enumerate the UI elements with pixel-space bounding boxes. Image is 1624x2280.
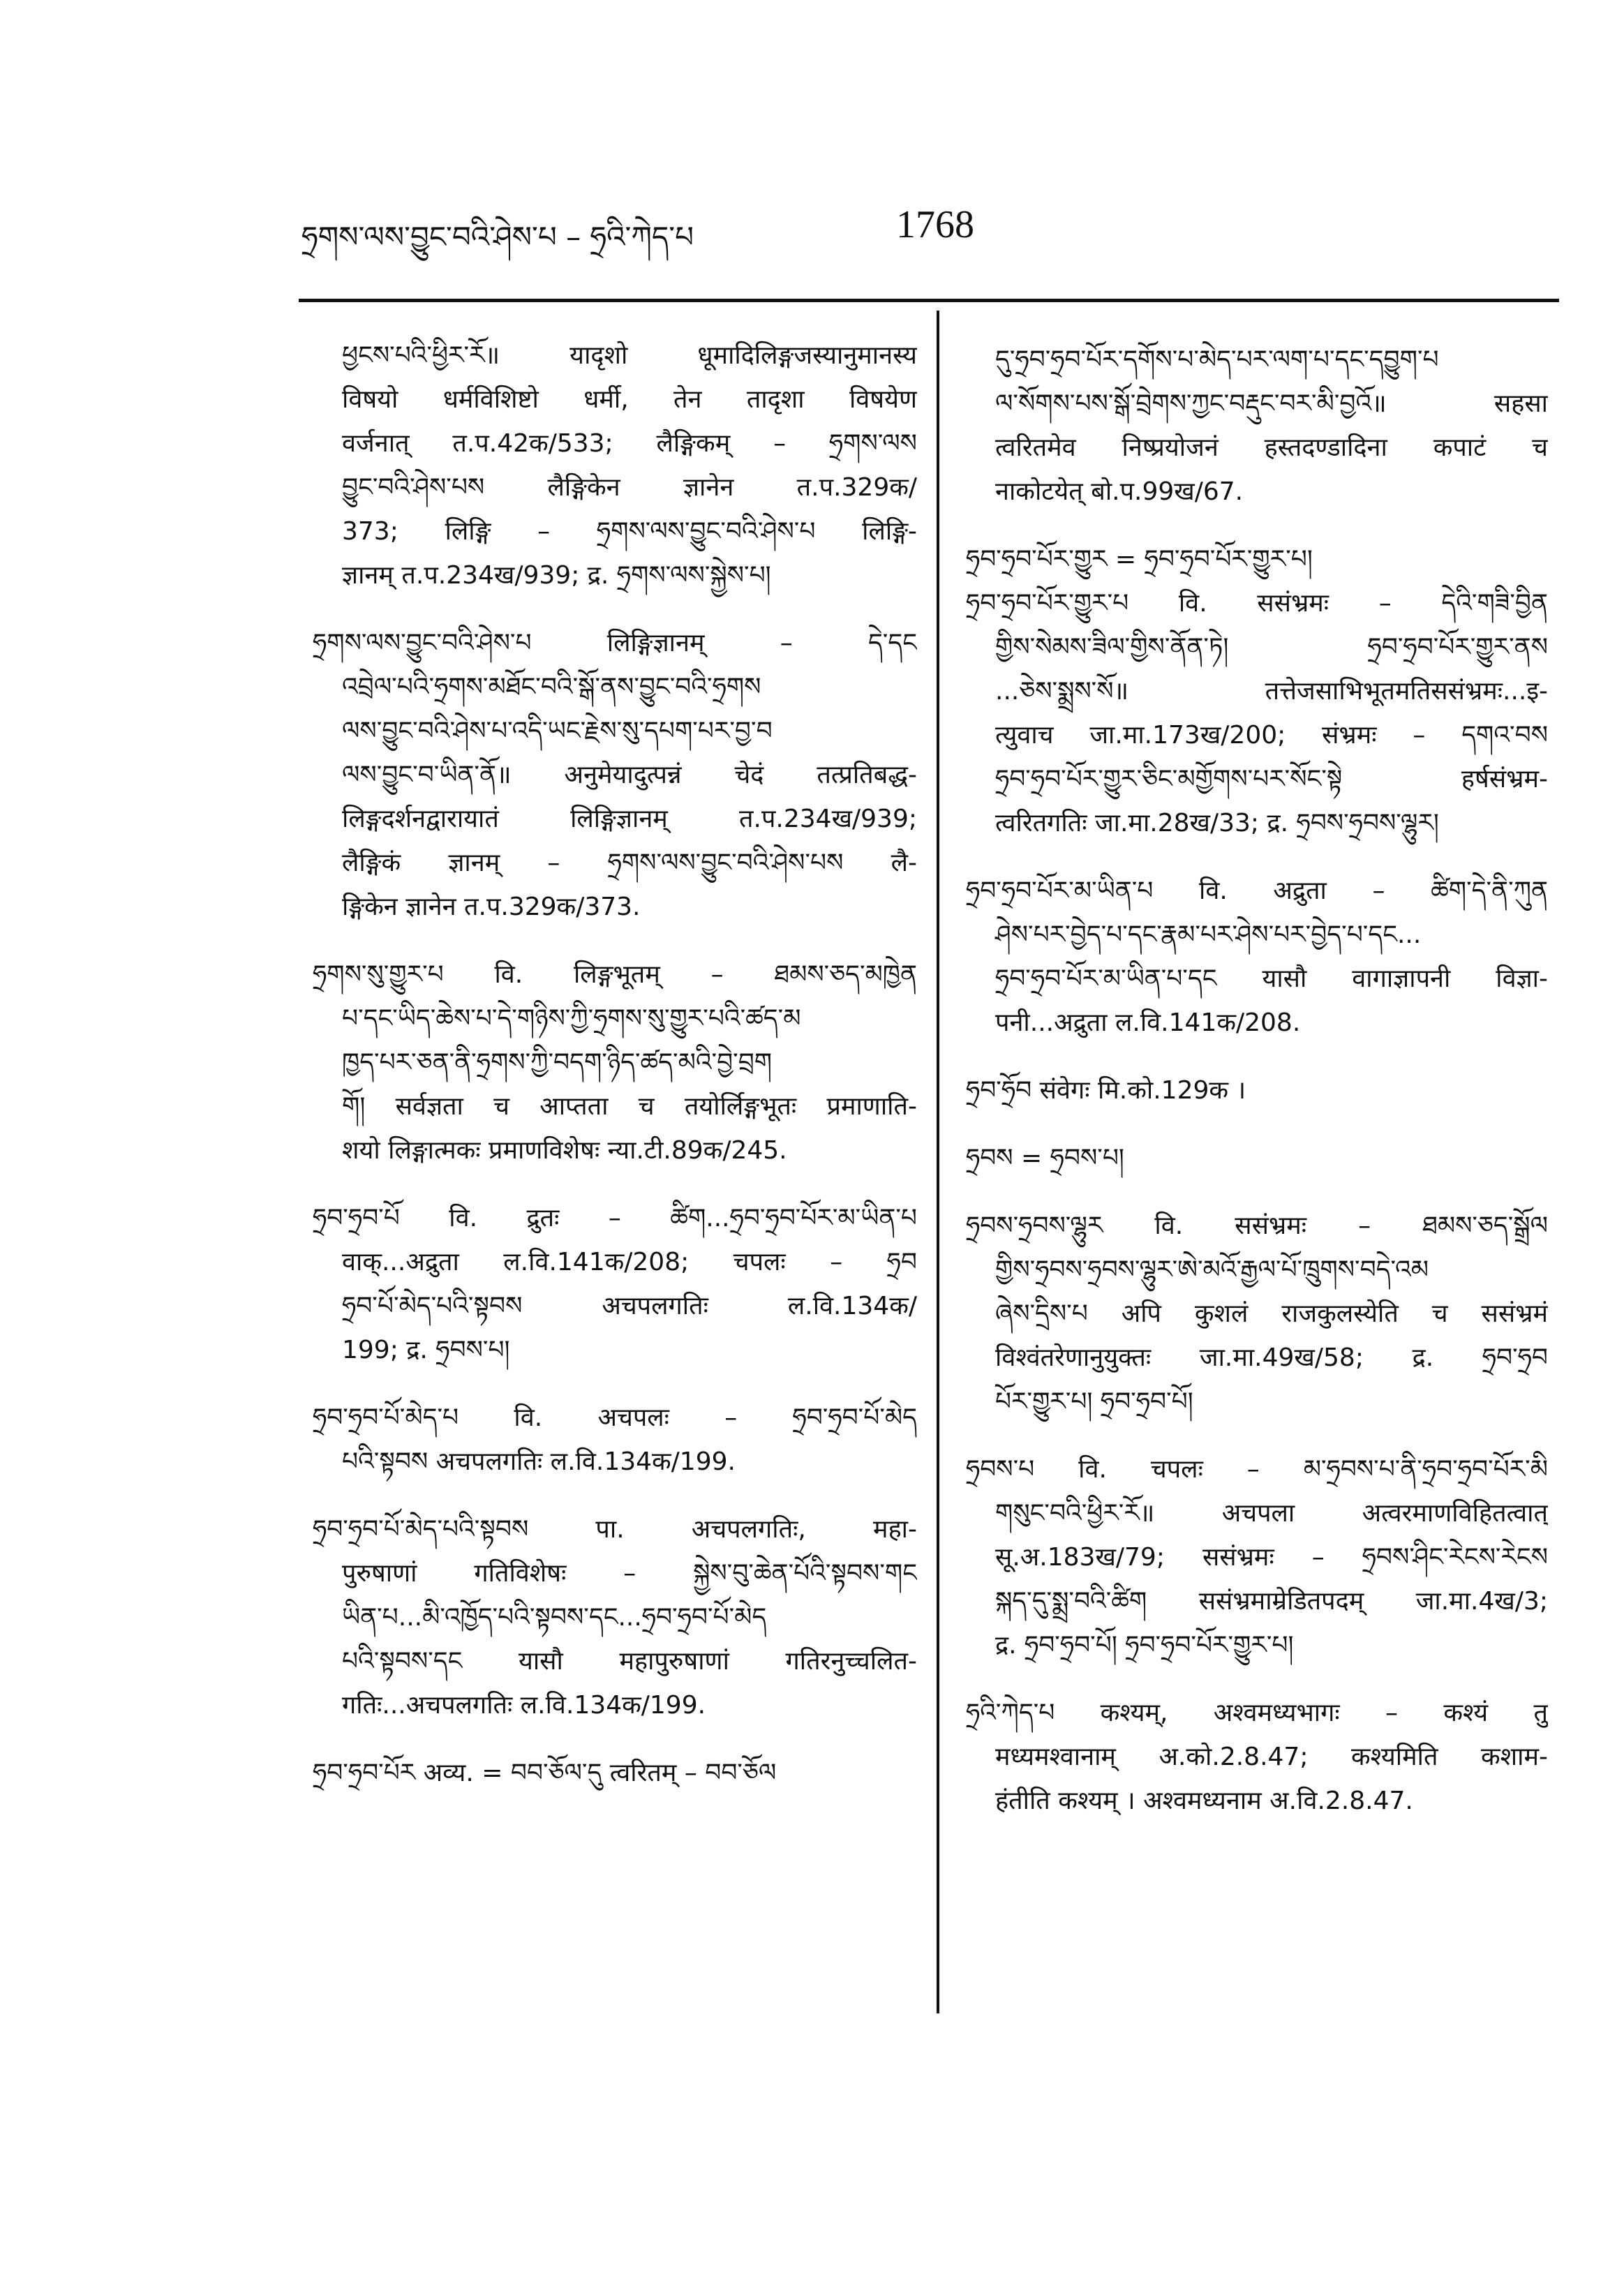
dictionary-entry xyxy=(313,621,917,929)
running-head-title: ཧྲགས་ལས་བྱུང་བའི་ཤེས་པ – ཧྲའི་ཀེད་པ xyxy=(301,220,694,254)
dictionary-entry xyxy=(313,334,917,597)
entry-text-line: नाकोटयेत् बो.प.99ख/67. xyxy=(995,477,1244,506)
entry-text-line: ङ्गिकेन ज्ञानेन त.प.329क/373. xyxy=(342,893,641,921)
entry-text-line: त्वरितगतिः जा.मा.28ख/33; द्र. ཧྲབས་ཧྲབས་ལྷུར། xyxy=(995,809,1439,837)
entry-text-line: वर्जनात् त.प.42क/533; लैङ्गिकम् – ཧྲགས་ལས xyxy=(342,429,917,458)
entry-text-line: लैङ्गिकं ज्ञानम् – ཧྲགས་ལས་བྱུང་བའི་ཤེས་པས लै- xyxy=(342,849,917,877)
entry-text-line: ཞེས་དྲིས་པ अपि कुशलं राजकुलस्येति च ससंभ्रमं xyxy=(995,1299,1548,1328)
entry-text-line: विषयो धर्मविशिष्टो धर्मी, तेन तादृशा विषयेण xyxy=(342,385,917,414)
entry-text-line: सू.अ.183ख/79; ससंभ्रमः – ཧྲབས་ཤིང་རེངས་རེངས xyxy=(995,1543,1548,1572)
dictionary-entry xyxy=(313,1196,917,1372)
entry-headword-line: ཧྲབ་ཧྲོབ संवेगः मि.को.129क । xyxy=(966,1076,1246,1105)
entry-text-line: ཧྲབ་ཧྲབ་པོར་མ་ཡིན་པ་དང यासौ वागाज्ञापनी विज्ञा- xyxy=(995,964,1548,993)
header-rule-divider xyxy=(299,299,1559,302)
entry-text-line: ज्ञानम् त.प.234ख/939; द्र. ཧྲགས་ལས་སྐྱེས་པ། xyxy=(342,561,771,590)
dictionary-entry xyxy=(966,537,1548,581)
entry-headword-line: ཧྲབ་ཧྲབ་པོར་གྱུར་པ वि. ससंभ्रमः – དེའི་གཟི་བྱིན xyxy=(966,589,1548,618)
entry-text-line: ལ་སོགས་པས་སྒོ་བྲེགས་ཀྱང་བརྡུང་བར་མི་བྱའོ॥ सहसा xyxy=(995,389,1548,418)
entry-text-line: द्र. ཧྲབ་ཧྲབ་པོ། ཧྲབ་ཧྲབ་པོར་གྱུར་པ། xyxy=(995,1631,1294,1660)
entry-text-line: བྱུང་བའི་ཤེས་པས लैङ्गिकेन ज्ञानेन त.प.329क/ xyxy=(342,473,917,502)
entry-text-line: पनी...अद्रुता ल.वि.141क/208. xyxy=(995,1008,1301,1037)
entry-text-line: གོ། सर्वज्ञता च आप्तता च तयोर्लिङ्गभूतः प्रमाणाति- xyxy=(342,1092,917,1121)
entry-text-line: དུ་ཧྲབ་ཧྲབ་པོར་དགོས་པ་མེད་པར་ལག་པ་དང་དབྱུག་པ xyxy=(995,345,1439,374)
entry-text-line: ཧྲབ་པོ་མེད་པའི་སྟབས अचपलगतिः ल.वि.134क/ xyxy=(342,1292,917,1320)
entry-text-line: པའི་སྟབས अचपलगतिः ल.वि.134क/199. xyxy=(342,1447,736,1476)
entry-text-line: པ་དང་ཡིད་ཆེས་པ་དེ་གཉིས་ཀྱི་ཧྲགས་སུ་གྱུར་པའི་ཚད་མ xyxy=(342,1004,801,1033)
entry-text-line: པོར་གྱུར་པ། ཧྲབ་ཧྲབ་པོ། xyxy=(995,1387,1193,1416)
entry-text-line: 373; लिङ्गि – ཧྲགས་ལས་བྱུང་བའི་ཤེས་པ लिङ्गि- xyxy=(342,517,917,546)
entry-text-line: मध्यमश्वानाम् अ.को.2.8.47; कश्यमिति कशाम- xyxy=(995,1743,1548,1771)
entry-text-line: वाक्...अद्रुता ल.वि.141क/208; चपलः – ཧྲབ xyxy=(342,1248,917,1276)
entry-text-line: ཧྲབ་ཧྲབ་པོར་གྱུར་ཅིང་མགྱོགས་པར་སོང་སྟེ हर्षसंभ्रम- xyxy=(995,765,1548,793)
entry-text-line: शयो लिङ्गात्मकः प्रमाणविशेषः न्या.टी.89क/245. xyxy=(342,1136,787,1165)
entry-text-line: ལས་བྱུང་བའི་ཤེས་པ་འདི་ཡང་རྗེས་སུ་དཔག་པར་བྱ་བ xyxy=(342,717,773,745)
entry-text-line: हंतीति कश्यम् । अश्वमध्यनाम अ.वि.2.8.47. xyxy=(995,1787,1413,1815)
entry-headword-line: ཧྲབ་ཧྲབ་པོར अव्य. = བབ་ཅོལ་དུ त्वरितम् – བབ་ཅོལ xyxy=(313,1759,777,1787)
entry-text-line: ཕྱངས་པའི་ཕྱིར་རོ॥ यादृशो धूमादिलिङ्गजस्यानुमानस्य xyxy=(342,341,917,370)
entry-headword-line: ཧྲབ་ཧྲབ་པོར་གྱུར = ཧྲབ་ཧྲབ་པོར་གྱུར་པ། xyxy=(966,545,1313,574)
entry-text-line: ཤེས་པར་བྱེད་པ་དང་རྣམ་པར་ཤེས་པར་བྱེད་པ་དང... xyxy=(995,921,1422,949)
left-column xyxy=(313,334,917,1819)
dictionary-entry xyxy=(966,581,1548,845)
dictionary-entry xyxy=(966,1691,1548,1823)
dictionary-entry xyxy=(966,1136,1548,1180)
entry-headword-line: ཧྲགས་སུ་གྱུར་པ वि. लिङ्गभूतम् – ཐམས་ཅད་མཁྱེན xyxy=(313,960,917,989)
entry-text-line: त्वरितमेव निष्प्रयोजनं हस्तदण्डादिना कपाटं च xyxy=(995,433,1548,462)
entry-text-line: གྱིས་སེམས་ཟིལ་གྱིས་ནོན་ཏེ། ཧྲབ་ཧྲབ་པོར་གྱུར་ནས xyxy=(995,633,1548,662)
dictionary-entry xyxy=(966,338,1548,514)
entry-headword-line: ཧྲབས = ཧྲབས་པ། xyxy=(966,1144,1124,1172)
entry-text-line: སྐད་དུ་སྨྲ་བའི་ཚིག ससंभ्रमाम्रेडितपदम् जा.मा.4ख/3; xyxy=(995,1587,1548,1616)
entry-text-line: लिङ्गदर्शनद्वारायातं लिङ्गिज्ञानम् त.प.234ख/939; xyxy=(342,805,917,833)
entry-headword-line: ཧྲའི་ཀེད་པ कश्यम्, अश्वमध्यभागः – कश्यं तु xyxy=(966,1699,1548,1727)
entry-text-line: पुरुषाणां गतिविशेषः – སྐྱེས་བུ་ཆེན་པོའི་སྟབས་གང xyxy=(342,1559,917,1588)
dictionary-entry xyxy=(313,1751,917,1795)
dictionary-entry xyxy=(966,869,1548,1045)
entry-text-line: त्युवाच जा.मा.173ख/200; संभ्रमः – དགའ་བས xyxy=(995,721,1548,750)
entry-text-line: ཡིན་པ...མི་འཁྱོད་པའི་སྟབས་དང...ཧྲབ་ཧྲབ་པོ་མེད xyxy=(342,1603,767,1632)
entry-headword-line: ཧྲབས་པ वि. चपलः – མ་ཧྲབས་པ་ནི་ཧྲབ་ཧྲབ་པོར་མི xyxy=(966,1455,1548,1484)
dictionary-entry xyxy=(966,1068,1548,1112)
dictionary-entry xyxy=(966,1447,1548,1667)
entry-headword-line: ཧྲབ་ཧྲབ་པོར་མ་ཡིན་པ वि. अद्रुता – ཚིག་དེ་ནི་ཀུན xyxy=(966,877,1548,905)
dictionary-entry xyxy=(966,1204,1548,1424)
entry-text-line: ཁྱད་པར་ཅན་ནི་ཧྲགས་ཀྱི་བདག་ཉིད་ཚད་མའི་བྱེ་བྲག xyxy=(342,1048,773,1077)
entry-headword-line: ཧྲགས་ལས་བྱུང་བའི་ཤེས་པ लिङ्गिज्ञानम् – དེ་དང xyxy=(313,629,917,657)
dictionary-entry xyxy=(313,1507,917,1727)
entry-text-line: པའི་སྟབས་དང यासौ महापुरुषाणां गतिरनुच्चलित- xyxy=(342,1647,917,1676)
dictionary-entry xyxy=(313,953,917,1172)
entry-text-line: གསུང་བའི་ཕྱིར་རོ॥ अचपला अत्वरमाणविहितत्वात् xyxy=(995,1499,1548,1528)
entry-headword-line: ཧྲབ་ཧྲབ་པོ वि. द्रुतः – ཚིག...ཧྲབ་ཧྲབ་པོར་མ་ཡིན་པ xyxy=(313,1204,917,1232)
entry-text-line: ལས་བྱུང་བ་ཡིན་ནོ॥ अनुमेयादुत्पन्नं चेदं तत्प्रतिबद्ध- xyxy=(342,761,917,789)
dictionary-entry xyxy=(313,1396,917,1484)
entry-text-line: विश्वंतरेणानुयुक्तः जा.मा.49ख/58; द्र. ཧྲབ་ཧྲབ xyxy=(995,1343,1548,1372)
entry-headword-line: ཧྲབས་ཧྲབས་ལྷུར वि. ससंभ्रमः – ཐམས་ཅད་སྒྲོལ xyxy=(966,1212,1548,1240)
entry-text-line: ...ཅེས་སྨྲས་སོ॥ तत्तेजसाभिभूतमतिससंभ्रमः...इ- xyxy=(995,677,1548,706)
page-number: 1768 xyxy=(896,203,974,246)
column-divider xyxy=(937,311,939,2013)
entry-text-line: गतिः...अचपलगतिः ल.वि.134क/199. xyxy=(342,1691,706,1720)
entry-headword-line: ཧྲབ་ཧྲབ་པོ་མེད་པའི་སྟབས पा. अचपलगतिः, महा- xyxy=(313,1515,917,1544)
entry-text-line: འབྲེལ་པའི་ཧྲགས་མཐོང་བའི་སྒོ་ནས་བྱུང་བའི་ཧྲགས xyxy=(342,673,761,701)
entry-text-line: གྱིས་ཧྲབས་ཧྲབས་ལྷུར་ཨེ་མའོ་རྒྱལ་པོ་ཁྲུགས་བདེ་འམ xyxy=(995,1256,1429,1284)
entry-headword-line: ཧྲབ་ཧྲབ་པོ་མེད་པ वि. अचपलः – ཧྲབ་ཧྲབ་པོ་མེད xyxy=(313,1403,917,1432)
entry-text-line: 199; द्र. ཧྲབས་པ། xyxy=(342,1336,510,1364)
right-column xyxy=(966,338,1548,1847)
